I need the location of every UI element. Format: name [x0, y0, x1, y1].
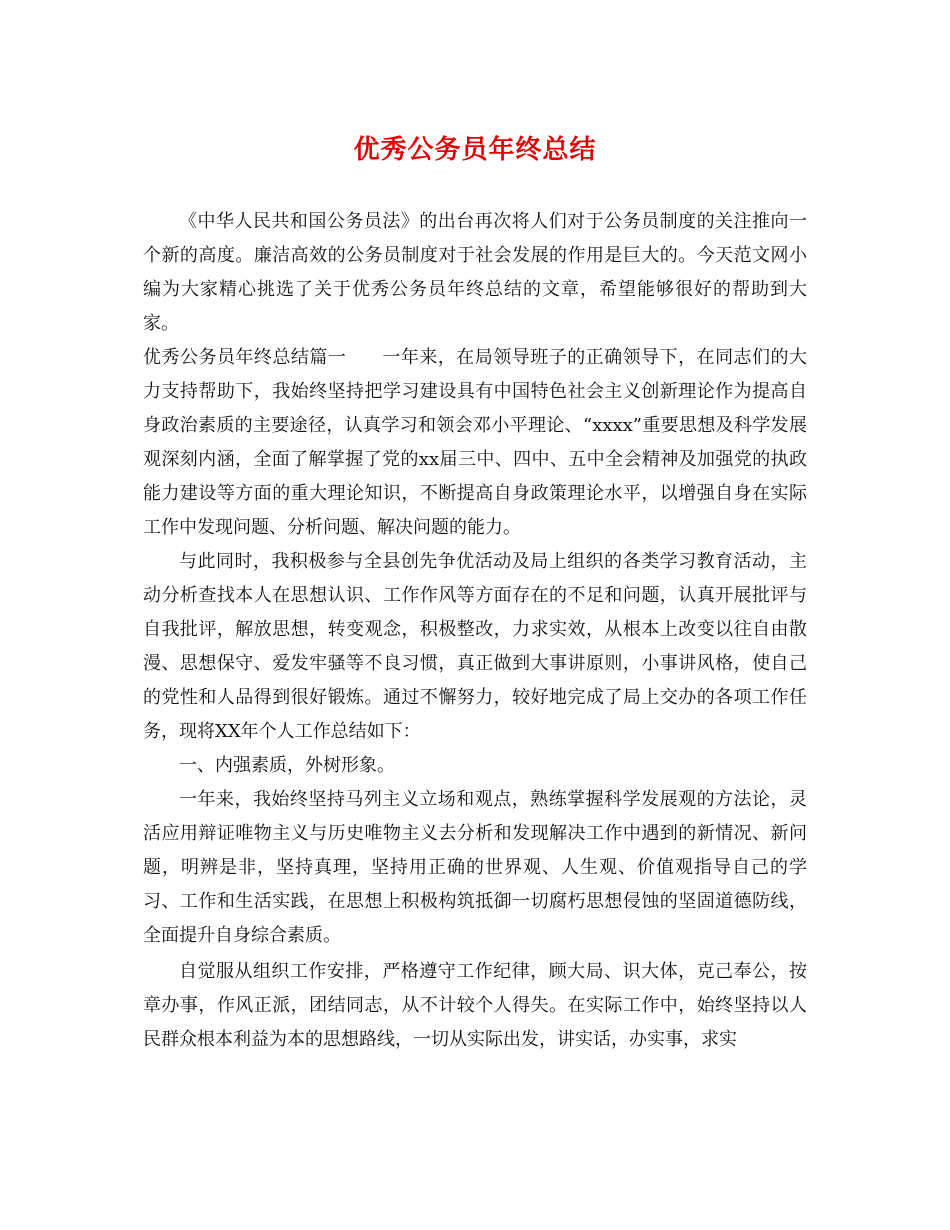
section-paragraph: [143, 341, 807, 545]
body-paragraph: 自觉服从组织工作安排，严格遵守工作纪律，顾大局、识大体，克己奉公，按章办事，作风正派，团结同志，从不计较个人得失。在实际工作中，始终坚持以人民群众根本利益为本的思想路线，一切从实际出发，讲实话，办实事，求实: [143, 961, 807, 1050]
section-paragraph-text: 一年来，在局领导班子的正确领导下，在同志们的大力支持帮助下，我始终坚持把学习建设具有中国特色社会主义创新理论作为提高自身政治素质的主要途径，认真学习和领会邓小平理论、“xxxx”重要思想及科学发展观深刻内涵，全面了解掌握了党的xx届三中、四中、五中全会精神及加强党的执政能力建设等方面的重大理论知识，不断提高自身政策理论水平，以增强自身在实际工作中发现问题、分析问题、解决问题的能力。: [143, 347, 808, 538]
body-subheading: 一、内强素质，外树形象。: [179, 755, 395, 776]
document-title: 优秀公务员年终总结: [353, 135, 597, 165]
body-paragraph: 一年来，我始终坚持马列主义立场和观点，熟练掌握科学发展观的方法论，灵活应用辩证唯物主义与历史唯物主义去分析和发现解决工作中遇到的新情况、新问题，明辨是非，坚持真理，坚持用正确的世界观、人生观、价值观指导自己的学习、工作和生活实践，在思想上积极构筑抵御一切腐朽思想侵蚀的坚固道德防线，全面提升自身综合素质。: [143, 789, 807, 946]
body-paragraph: 与此同时，我积极参与全县创先争优活动及局上组织的各类学习教育活动，主动分析查找本人在思想认识、工作作风等方面存在的不足和问题，认真开展批评与自我批评，解放思想，转变观念，积极整改，力求实效，从根本上改变以往自由散漫、思想保守、爱发牢骚等不良习惯，真正做到大事讲原则，小事讲风格，使自己的党性和人品得到很好锻炼。通过不懈努力，较好地完成了局上交办的各项工作任务，现将XX年个人工作总结如下：: [143, 551, 807, 742]
intro-paragraph: 《中华人民共和国公务员法》的出台再次将人们对于公务员制度的关注推向一个新的高度。廉洁高效的公务员制度对于社会发展的作用是巨大的。今天范文网小编为大家精心挑选了关于优秀公务员年终总结的文章，希望能够很好的帮助到大家。: [143, 211, 807, 334]
document-body: [143, 205, 807, 1057]
section-heading: 优秀公务员年终总结篇一: [143, 347, 347, 368]
